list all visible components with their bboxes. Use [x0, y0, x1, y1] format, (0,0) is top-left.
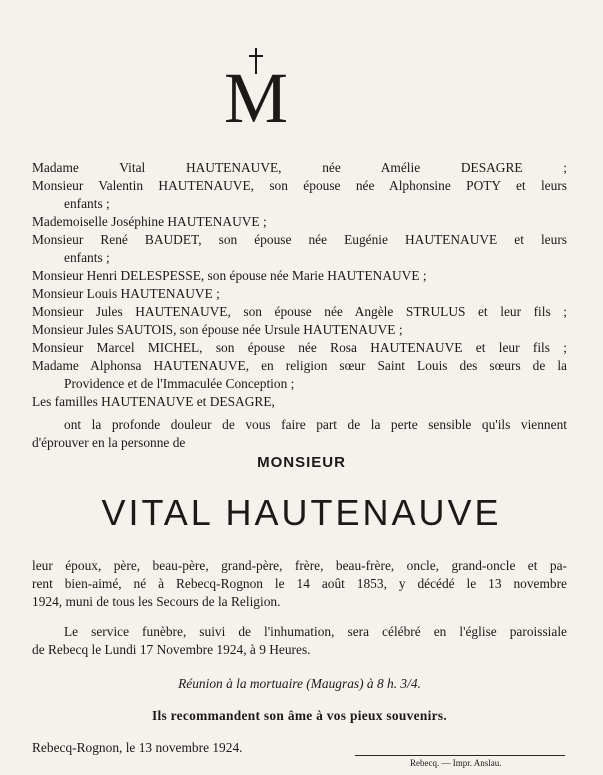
divider	[355, 755, 565, 756]
family-line: Madame Alphonsa HAUTENAUVE, en religion sœur Saint Louis des sœurs de la	[32, 358, 567, 373]
cross-monogram-icon	[218, 46, 294, 126]
family-line: enfants ;	[64, 196, 110, 211]
announcement-line: d'éprouver en la personne de	[32, 435, 186, 450]
family-line: Mademoiselle Joséphine HAUTENAUVE ;	[32, 214, 267, 229]
family-line: Monsieur Louis HAUTENAUVE ;	[32, 286, 220, 301]
place-date-line: Rebecq-Rognon, le 13 novembre 1924.	[32, 740, 243, 755]
recommend-line: Ils recommandent son âme à vos pieux souvenirs.	[151, 708, 448, 723]
deceased-name: VITAL HAUTENAUVE	[101, 492, 502, 533]
family-line: Monsieur Henri DELESPESSE, son épouse née Marie HAUTENAUVE ;	[32, 268, 427, 283]
family-line: Monsieur Valentin HAUTENAUVE, son épouse née Alphonsine POTY et leurs	[32, 178, 567, 193]
printer-credit: Rebecq. — Impr. Anslau.	[410, 758, 502, 768]
bio-line: leur époux, père, beau-père, grand-père, frère, beau-frère, oncle, grand-oncle et pa-	[32, 558, 567, 573]
family-line: Providence et de l'Immaculée Conception ;	[64, 376, 295, 391]
service-line: Le service funèbre, suivi de l'inhumation, sera célébré en l'église paroissiale	[64, 624, 567, 639]
family-line: Madame Vital HAUTENAUVE, née Amélie DESAGRE ;	[32, 160, 567, 175]
monogram-letter: M	[223, 58, 289, 126]
family-line: Monsieur Marcel MICHEL, son épouse née Rosa HAUTENAUVE et leur fils ;	[32, 340, 567, 355]
service-line: de Rebecq le Lundi 17 Novembre 1924, à 9 Heures.	[32, 642, 311, 657]
title-heading: MONSIEUR	[257, 454, 346, 471]
reunion-line: Réunion à la mortuaire (Maugras) à 8 h. 3/4.	[178, 676, 421, 691]
family-line: enfants ;	[64, 250, 110, 265]
bio-line: 1924, muni de tous les Secours de la Religion.	[32, 594, 281, 609]
announcement-line: ont la profonde douleur de vous faire part de la perte sensible qu'ils viennent	[64, 417, 567, 432]
family-line: Monsieur Jules SAUTOIS, son épouse née Ursule HAUTENAUVE ;	[32, 322, 403, 337]
family-line: Monsieur René BAUDET, son épouse née Eugénie HAUTENAUVE et leurs	[32, 232, 567, 247]
family-line: Les familles HAUTENAUVE et DESAGRE,	[32, 394, 275, 409]
bio-line: rent bien-aimé, né à Rebecq-Rognon le 14 août 1853, y décédé le 13 novembre	[32, 576, 567, 591]
family-line: Monsieur Jules HAUTENAUVE, son épouse née Angèle STRULUS et leur fils ;	[32, 304, 567, 319]
